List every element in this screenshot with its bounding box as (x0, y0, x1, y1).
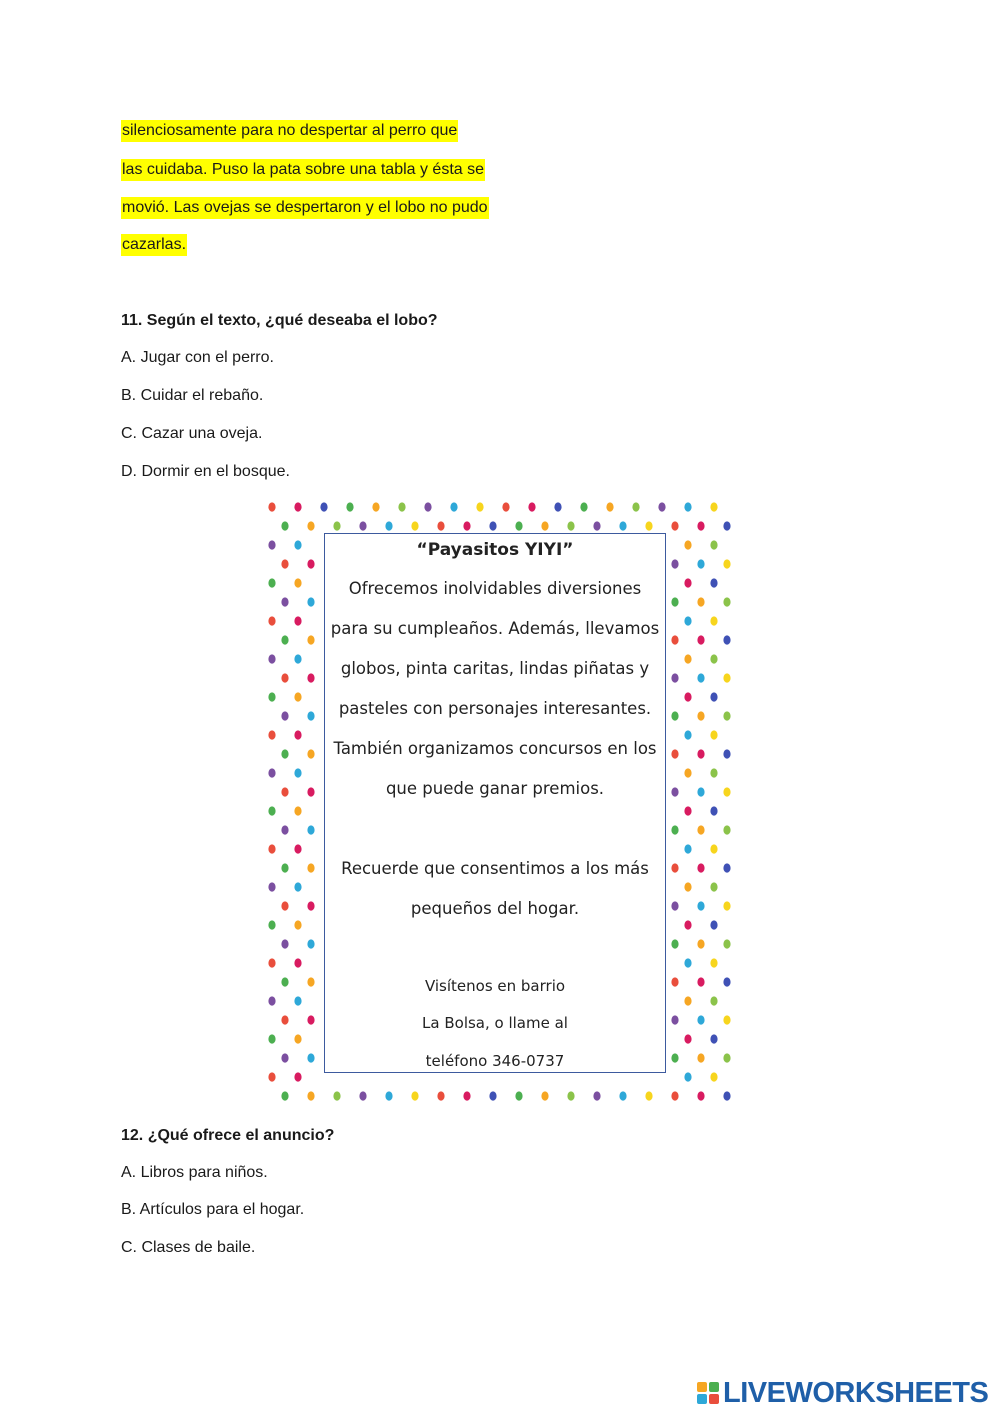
decorative-dot (684, 730, 691, 739)
decorative-dot (567, 521, 574, 530)
decorative-dot (528, 502, 535, 511)
decorative-dot (307, 1091, 314, 1100)
decorative-dot (671, 635, 678, 644)
decorative-dot (281, 1091, 288, 1100)
question-12-prompt: 12. ¿Qué ofrece el anuncio? (121, 1127, 335, 1144)
decorative-dot (710, 578, 717, 587)
decorative-dot (554, 502, 561, 511)
decorative-dot (723, 673, 730, 682)
decorative-dot (710, 730, 717, 739)
decorative-dot (268, 540, 275, 549)
decorative-dot (502, 502, 509, 511)
decorative-dot (710, 502, 717, 511)
decorative-dot (398, 502, 405, 511)
decorative-dot (671, 1091, 678, 1100)
decorative-dot (268, 806, 275, 815)
decorative-dot (281, 559, 288, 568)
decorative-dot (684, 578, 691, 587)
decorative-dot (294, 730, 301, 739)
decorative-dot (671, 673, 678, 682)
decorative-dot (723, 521, 730, 530)
decorative-dot (723, 1053, 730, 1062)
decorative-dot (333, 521, 340, 530)
decorative-dot (463, 521, 470, 530)
decorative-dot (710, 958, 717, 967)
decorative-dot (268, 654, 275, 663)
decorative-dot (333, 1091, 340, 1100)
ad-body-line: Ofrecemos inolvidables diversiones (348, 579, 642, 598)
decorative-dot (281, 749, 288, 758)
decorative-dot (346, 502, 353, 511)
decorative-dot (411, 521, 418, 530)
decorative-dot (450, 502, 457, 511)
decorative-dot (723, 635, 730, 644)
ad-body-line: pasteles con personajes interesantes. (338, 699, 652, 718)
decorative-dot (268, 768, 275, 777)
question-11-option-c[interactable]: C. Cazar una oveja. (121, 425, 263, 442)
decorative-dot (307, 559, 314, 568)
decorative-dot (268, 502, 275, 511)
decorative-dot (697, 673, 704, 682)
decorative-dot (710, 616, 717, 625)
decorative-dot (268, 1072, 275, 1081)
decorative-dot (697, 787, 704, 796)
decorative-dot (697, 825, 704, 834)
decorative-dot (684, 844, 691, 853)
decorative-dot (684, 616, 691, 625)
decorative-dot (723, 901, 730, 910)
decorative-dot (281, 825, 288, 834)
decorative-dot (320, 502, 327, 511)
decorative-dot (684, 996, 691, 1005)
decorative-dot (723, 825, 730, 834)
decorative-dot (671, 597, 678, 606)
decorative-dot (281, 939, 288, 948)
decorative-dot (307, 711, 314, 720)
decorative-dot (671, 825, 678, 834)
decorative-dot (294, 616, 301, 625)
decorative-dot (281, 977, 288, 986)
decorative-dot (268, 920, 275, 929)
decorative-dot (671, 711, 678, 720)
decorative-dot (710, 996, 717, 1005)
decorative-dot (307, 521, 314, 530)
decorative-dot (710, 806, 717, 815)
decorative-dot (723, 977, 730, 986)
decorative-dot (281, 863, 288, 872)
decorative-dot (294, 578, 301, 587)
decorative-dot (437, 521, 444, 530)
decorative-dot (294, 958, 301, 967)
decorative-dot (723, 597, 730, 606)
decorative-dot (710, 540, 717, 549)
decorative-dot (723, 1015, 730, 1024)
decorative-dot (411, 1091, 418, 1100)
decorative-dot (723, 939, 730, 948)
passage-line: silenciosamente para no despertar al perro que (121, 120, 458, 142)
decorative-dot (307, 1015, 314, 1024)
decorative-dot (671, 863, 678, 872)
decorative-dot (294, 882, 301, 891)
question-12-option-b[interactable]: B. Artículos para el hogar. (121, 1201, 305, 1218)
decorative-dot (359, 521, 366, 530)
decorative-dot (671, 1015, 678, 1024)
decorative-dot (697, 635, 704, 644)
decorative-dot (671, 749, 678, 758)
decorative-dot (281, 1015, 288, 1024)
ad-body-line: También organizamos concursos en los (333, 739, 657, 758)
decorative-dot (281, 673, 288, 682)
question-12-option-c[interactable]: C. Clases de baile. (121, 1239, 256, 1256)
decorative-dot (268, 730, 275, 739)
decorative-dot (710, 768, 717, 777)
decorative-dot (294, 806, 301, 815)
decorative-dot (723, 787, 730, 796)
decorative-dot (268, 1034, 275, 1043)
decorative-dot (307, 597, 314, 606)
liveworksheets-logo[interactable] (697, 1377, 988, 1409)
decorative-dot (281, 1053, 288, 1062)
decorative-dot (294, 540, 301, 549)
decorative-dot (710, 654, 717, 663)
decorative-dot (684, 958, 691, 967)
ad-body-line: que puede ganar premios. (385, 779, 605, 798)
decorative-dot (294, 844, 301, 853)
decorative-dot (710, 1034, 717, 1043)
decorative-dot (697, 1091, 704, 1100)
decorative-dot (723, 1091, 730, 1100)
decorative-dot (671, 977, 678, 986)
decorative-dot (281, 635, 288, 644)
decorative-dot (372, 502, 379, 511)
decorative-dot (567, 1091, 574, 1100)
decorative-dot (697, 901, 704, 910)
question-11-prompt: 11. Según el texto, ¿qué deseaba el lobo? (121, 312, 438, 329)
decorative-dot (580, 502, 587, 511)
decorative-dot (268, 578, 275, 587)
decorative-dot (593, 1091, 600, 1100)
liveworksheets-logo-icon (697, 1382, 719, 1404)
decorative-dot (307, 825, 314, 834)
decorative-dot (684, 654, 691, 663)
question-11-option-a[interactable]: A. Jugar con el perro. (121, 349, 274, 366)
decorative-dot (281, 787, 288, 796)
decorative-dot (606, 502, 613, 511)
decorative-dot (541, 1091, 548, 1100)
decorative-dot (281, 901, 288, 910)
decorative-dot (307, 901, 314, 910)
decorative-dot (489, 521, 496, 530)
decorative-dot (307, 977, 314, 986)
question-12-option-a[interactable]: A. Libros para niños. (121, 1164, 268, 1181)
decorative-dot (619, 521, 626, 530)
decorative-dot (515, 1091, 522, 1100)
decorative-dot (723, 559, 730, 568)
liveworksheets-logo-text: LIVEWORKSHEETS (723, 1376, 989, 1409)
decorative-dot (294, 920, 301, 929)
decorative-dot (684, 1072, 691, 1081)
decorative-dot (710, 844, 717, 853)
decorative-dot (684, 502, 691, 511)
decorative-dot (385, 1091, 392, 1100)
decorative-dot (697, 1053, 704, 1062)
decorative-dot (697, 749, 704, 758)
advertisement (324, 533, 666, 1073)
decorative-dot (307, 787, 314, 796)
question-11-option-d[interactable]: D. Dormir en el bosque. (121, 463, 290, 480)
decorative-dot (294, 996, 301, 1005)
decorative-dot (671, 521, 678, 530)
decorative-dot (697, 1015, 704, 1024)
decorative-dot (489, 1091, 496, 1100)
decorative-dot (619, 1091, 626, 1100)
decorative-dot (697, 597, 704, 606)
ad-body-line: para su cumpleaños. Además, llevamos (330, 619, 660, 638)
decorative-dot (671, 787, 678, 796)
passage-line: movió. Las ovejas se despertaron y el lobo no pudo (121, 197, 489, 219)
decorative-dot (710, 882, 717, 891)
decorative-dot (658, 502, 665, 511)
passage-line: las cuidaba. Puso la pata sobre una tabla y ésta se (121, 159, 485, 181)
decorative-dot (268, 692, 275, 701)
ad-contact-line: La Bolsa, o llame al (422, 1014, 568, 1032)
decorative-dot (294, 692, 301, 701)
decorative-dot (684, 692, 691, 701)
decorative-dot (723, 863, 730, 872)
ad-reminder-line: Recuerde que consentimos a los más (341, 859, 649, 878)
decorative-dot (541, 521, 548, 530)
ad-contact-line: Visítenos en barrio (424, 977, 566, 995)
decorative-dot (268, 844, 275, 853)
decorative-dot (710, 920, 717, 929)
ad-reminder-line: pequeños del hogar. (410, 899, 580, 918)
decorative-dot (424, 502, 431, 511)
decorative-dot (632, 502, 639, 511)
decorative-dot (684, 806, 691, 815)
decorative-dot (723, 749, 730, 758)
decorative-dot (437, 1091, 444, 1100)
decorative-dot (268, 616, 275, 625)
decorative-dot (593, 521, 600, 530)
ad-contact-line: teléfono 346-0737 (425, 1052, 565, 1070)
decorative-dot (268, 958, 275, 967)
decorative-dot (684, 920, 691, 929)
decorative-dot (697, 863, 704, 872)
decorative-dot (645, 521, 652, 530)
decorative-dot (684, 768, 691, 777)
decorative-dot (710, 692, 717, 701)
decorative-dot (476, 502, 483, 511)
decorative-dot (671, 901, 678, 910)
decorative-dot (307, 635, 314, 644)
decorative-dot (281, 521, 288, 530)
decorative-dot (697, 939, 704, 948)
decorative-dot (515, 521, 522, 530)
decorative-dot (671, 559, 678, 568)
ad-body-line: globos, pinta caritas, lindas piñatas y (340, 659, 650, 678)
decorative-dot (307, 1053, 314, 1062)
decorative-dot (645, 1091, 652, 1100)
decorative-dot (294, 768, 301, 777)
decorative-dot (671, 1053, 678, 1062)
decorative-dot (268, 882, 275, 891)
decorative-dot (671, 939, 678, 948)
decorative-dot (684, 1034, 691, 1043)
ad-title: “Payasitos YIYI” (416, 540, 574, 560)
decorative-dot (307, 863, 314, 872)
decorative-dot (294, 654, 301, 663)
decorative-dot (463, 1091, 470, 1100)
decorative-dot (307, 939, 314, 948)
decorative-dot (697, 559, 704, 568)
decorative-dot (684, 882, 691, 891)
decorative-dot (684, 540, 691, 549)
decorative-dot (268, 996, 275, 1005)
decorative-dot (307, 673, 314, 682)
decorative-dot (294, 1072, 301, 1081)
decorative-dot (294, 502, 301, 511)
decorative-dot (385, 521, 392, 530)
passage-line: cazarlas. (121, 234, 187, 256)
decorative-dot (697, 711, 704, 720)
decorative-dot (281, 711, 288, 720)
decorative-dot (294, 1034, 301, 1043)
decorative-dot (359, 1091, 366, 1100)
question-11-option-b[interactable]: B. Cuidar el rebaño. (121, 387, 264, 404)
decorative-dot (697, 977, 704, 986)
decorative-dot (697, 521, 704, 530)
decorative-dot (723, 711, 730, 720)
decorative-dot (710, 1072, 717, 1081)
decorative-dot (281, 597, 288, 606)
decorative-dot (307, 749, 314, 758)
